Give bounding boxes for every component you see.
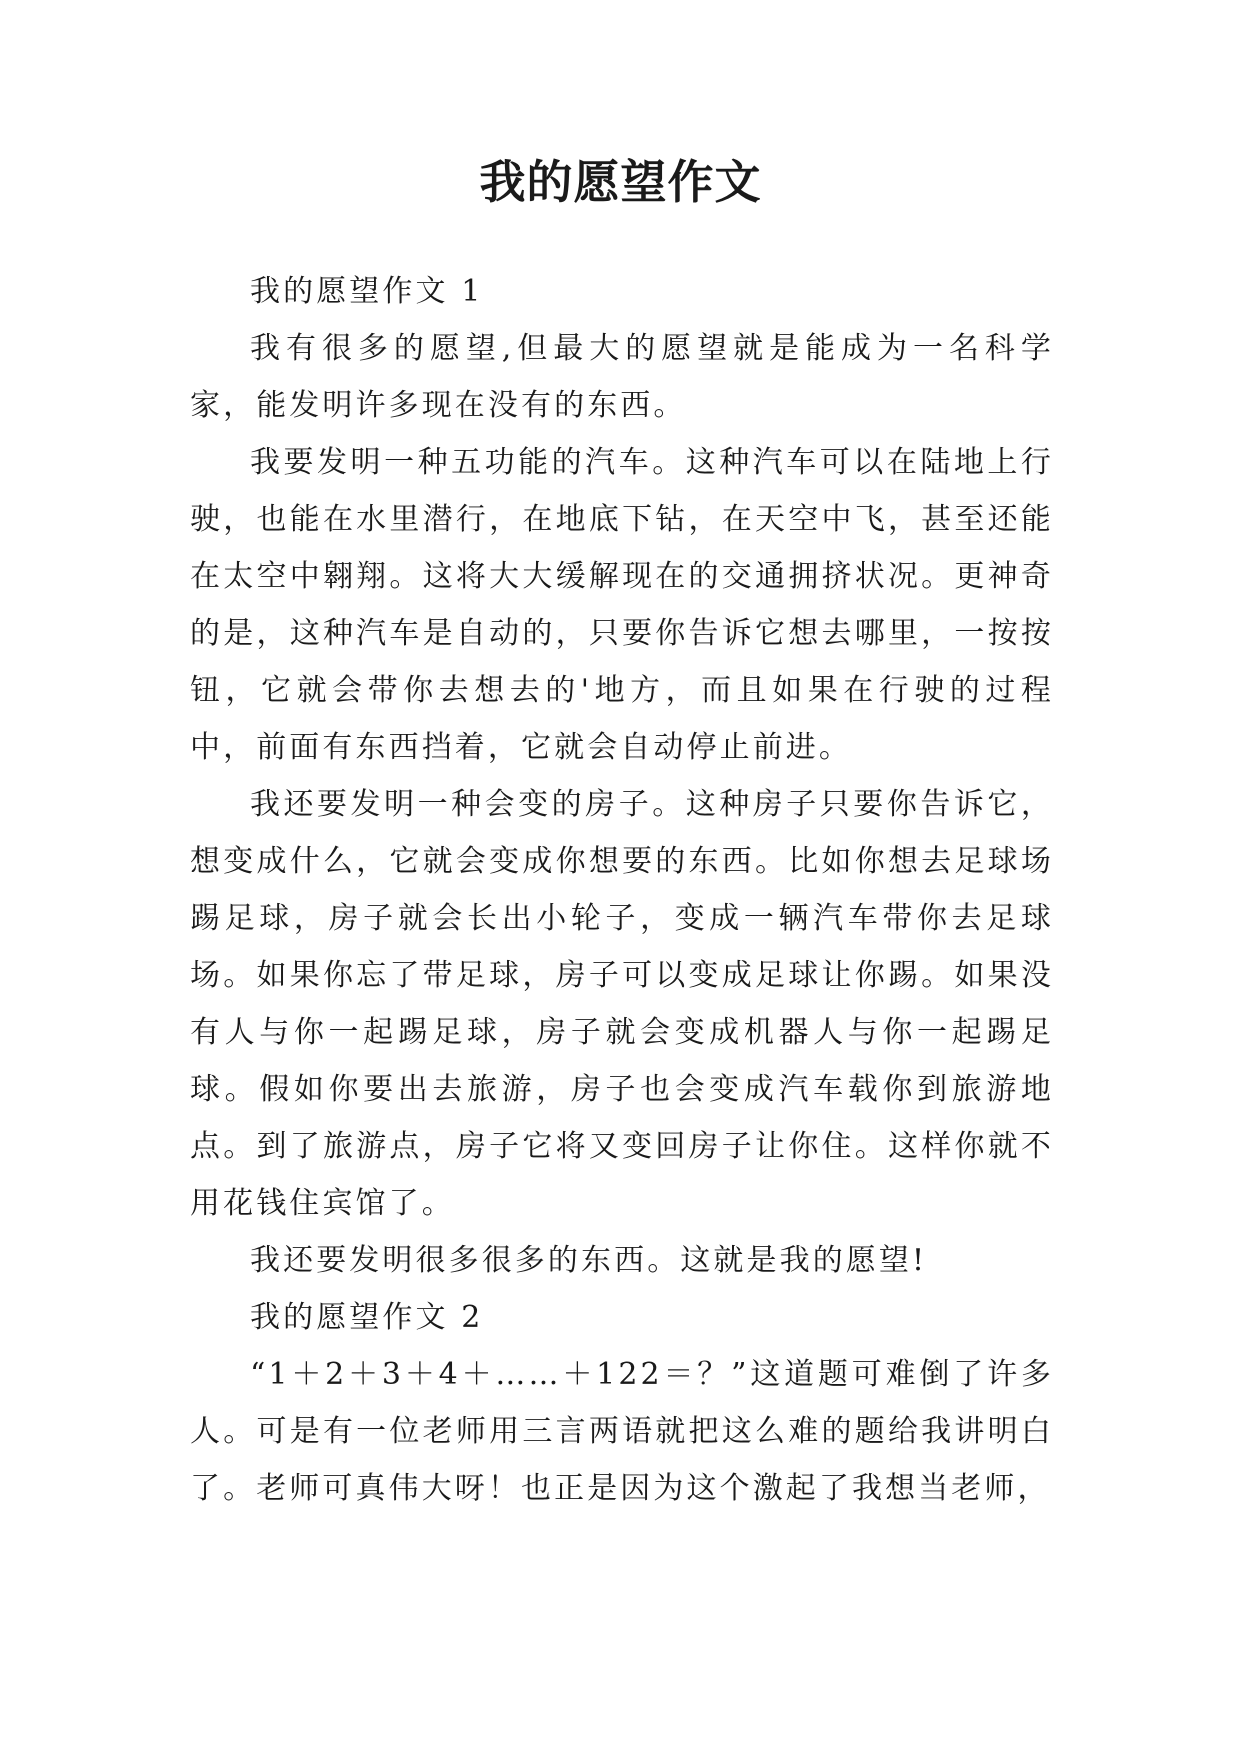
essay-heading-1: 我的愿望作文 1	[250, 274, 484, 309]
paragraph: 我要发明一种五功能的汽车。这种汽车可以在陆地上行驶，也能在水里潜行，在地底下钻，在天空中飞，甚至还能在太空中翱翔。这将大大缓解现在的交通拥挤状况。更神奇的是，这种汽车是自动的，只要你告诉它想去哪里，一按按钮，它就会带你去想去的'地方，而且如果在行驶的过程中，前面有东西挡着，它就会自动停止前进。	[190, 445, 1054, 765]
paragraph: 我还要发明很多很多的东西。这就是我的愿望!	[250, 1243, 928, 1278]
document-body	[190, 263, 1054, 1517]
essay-heading-2: 我的愿望作文 2	[250, 1300, 484, 1335]
paragraph: 我有很多的愿望,但最大的愿望就是能成为一名科学家，能发明许多现在没有的东西。	[190, 331, 1054, 423]
paragraph: “1＋2＋3＋4＋……＋122＝？”这道题可难倒了许多人。可是有一位老师用三言两语就把这么难的题给我讲明白了。老师可真伟大呀！也正是因为这个激起了我想当老师，	[190, 1357, 1054, 1506]
document-title: 我的愿望作文	[479, 155, 762, 209]
paragraph: 我还要发明一种会变的房子。这种房子只要你告诉它，想变成什么，它就会变成你想要的东西。比如你想去足球场踢足球，房子就会长出小轮子，变成一辆汽车带你去足球场。如果你忘了带足球，房子可以变成足球让你踢。如果没有人与你一起踢足球，房子就会变成机器人与你一起踢足球。假如你要出去旅游，房子也会变成汽车载你到旅游地点。到了旅游点，房子它将又变回房子让你住。这样你就不用花钱住宾馆了。	[190, 787, 1054, 1221]
